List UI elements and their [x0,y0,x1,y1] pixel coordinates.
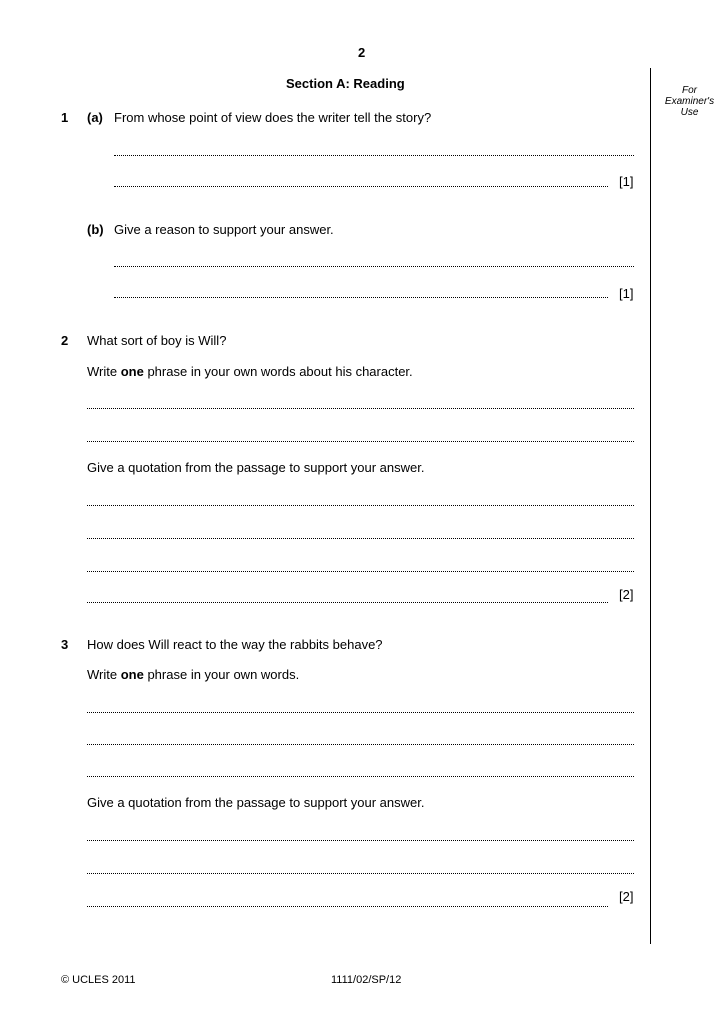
question-3-number: 3 [61,637,69,652]
instruction-pre: Write [87,364,121,379]
answer-line[interactable] [87,441,634,442]
answer-line[interactable] [87,906,608,907]
instruction-emphasis: one [120,667,144,682]
examiner-use-label [651,85,728,118]
question-1-number: 1 [61,110,69,125]
footer-paper-code: 1111/02/SP/12 [331,974,402,986]
question-3-instruction [87,667,299,682]
footer-copyright: © UCLES 2011 [61,974,136,986]
answer-line[interactable] [87,602,608,603]
instruction-pre: Write [87,667,121,682]
examiner-label-line-3: Use [680,107,699,118]
examiner-label-line-2: Examiner's [664,96,715,107]
answer-line[interactable] [114,266,634,267]
question-3-quotation-prompt: Give a quotation from the passage to support your answer. [87,795,425,810]
answer-line[interactable] [87,873,634,874]
answer-line[interactable] [114,297,608,298]
question-1a-text: From whose point of view does the writer tell the story? [114,110,432,125]
answer-line[interactable] [87,571,634,572]
question-3-text: How does Will react to the way the rabbits behave? [87,637,383,652]
examiner-margin-line [650,68,651,944]
answer-line[interactable] [87,776,634,777]
answer-line[interactable] [87,408,634,409]
question-2-text: What sort of boy is Will? [87,333,227,348]
answer-line[interactable] [114,155,634,156]
question-1a-label: (a) [87,110,103,125]
question-3-marks: [2] [619,889,634,904]
instruction-post: phrase in your own words. [143,667,300,682]
question-2-quotation-prompt: Give a quotation from the passage to support your answer. [87,460,425,475]
answer-line[interactable] [87,840,634,841]
question-1b-label: (b) [87,222,104,237]
answer-line[interactable] [114,186,608,187]
question-1a-marks: [1] [619,174,634,189]
question-2-number: 2 [61,333,69,348]
question-2-instruction [87,364,413,379]
page-number: 2 [358,45,366,60]
instruction-post: phrase in your own words about his character. [143,364,413,379]
answer-line[interactable] [87,505,634,506]
section-title: Section A: Reading [286,76,405,91]
question-1b-text: Give a reason to support your answer. [114,222,334,237]
instruction-emphasis: one [120,364,144,379]
examiner-label-line-1: For [682,85,697,96]
question-2-marks: [2] [619,587,634,602]
answer-line[interactable] [87,744,634,745]
question-1b-marks: [1] [619,286,634,301]
answer-line[interactable] [87,712,634,713]
answer-line[interactable] [87,538,634,539]
